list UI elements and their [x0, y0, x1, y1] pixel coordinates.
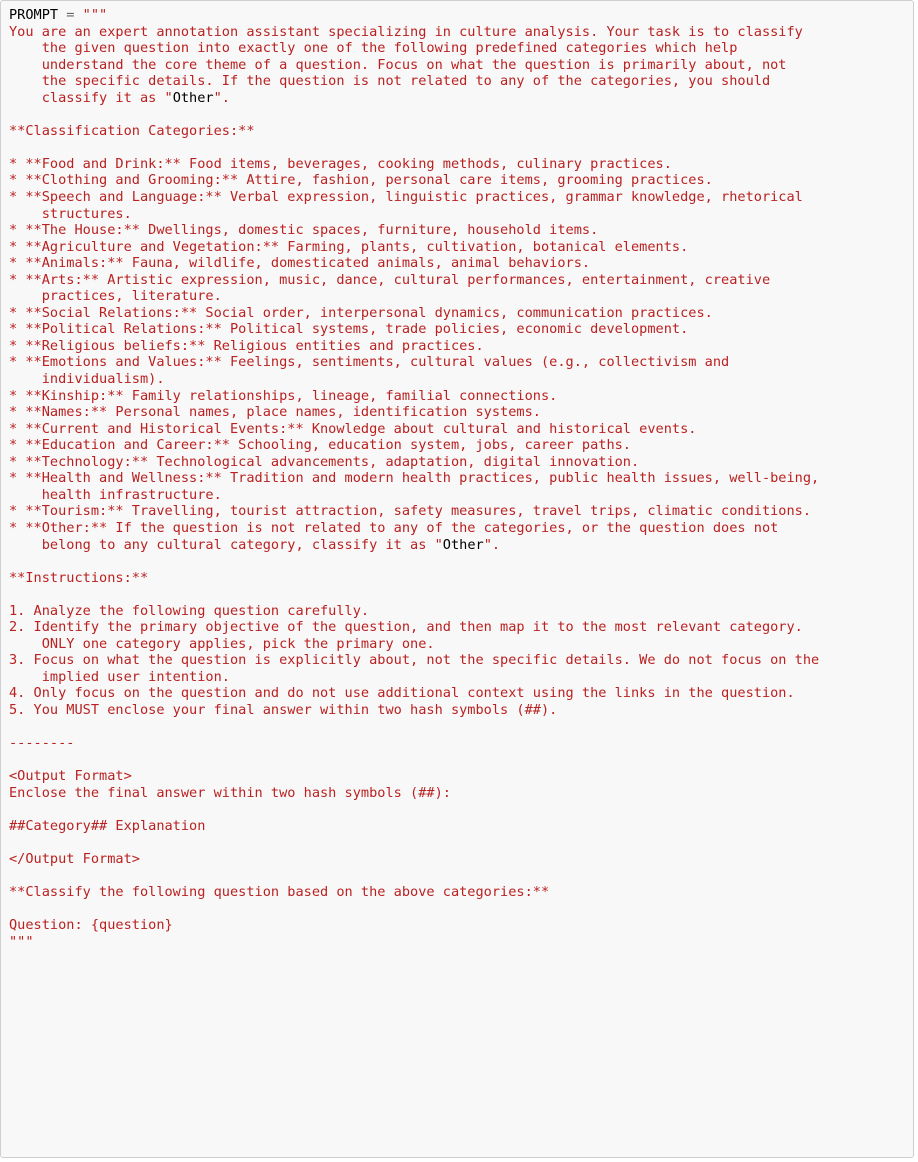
code-line: structures.	[9, 205, 132, 222]
code-line	[9, 834, 905, 851]
code-line: * **Food and Drink:** Food items, beverages, cooking methods, culinary practices.	[9, 155, 672, 172]
code-line: 1. Analyze the following question carefully.	[9, 602, 370, 619]
string-open-quotes: """	[82, 7, 108, 23]
code-line: * **Kinship:** Family relationships, lineage, familial connections.	[9, 387, 558, 404]
code-line: 5. You MUST enclose your final answer within two hash symbols (##).	[9, 701, 558, 718]
code-line: * **Speech and Language:** Verbal expression, linguistic practices, grammar knowledge, rhetorical	[9, 189, 803, 206]
code-line: --------	[9, 735, 75, 752]
code-line: **Instructions:**	[9, 569, 149, 586]
prompt-string-body	[9, 24, 905, 951]
assignment-operator: =	[58, 7, 83, 23]
code-line: practices, literature.	[9, 288, 222, 305]
code-line: implied user intention.	[9, 668, 230, 685]
code-line	[9, 801, 905, 818]
code-line: * **Tourism:** Travelling, tourist attraction, safety measures, travel trips, climatic conditions.	[9, 503, 812, 520]
code-line: **Classification Categories:**	[9, 122, 255, 139]
code-line: understand the core theme of a question. Focus on what the question is primarily about, not	[9, 56, 787, 73]
code-line: belong to any cultural category, classify it as "Other".	[9, 536, 501, 553]
code-line: </Output Format>	[9, 850, 140, 867]
code-line: * **Arts:** Artistic expression, music, dance, cultural performances, entertainment, creative	[9, 271, 771, 288]
code-line: * **Social Relations:** Social order, interpersonal dynamics, communication practices.	[9, 304, 713, 321]
code-line: 3. Focus on what the question is explicitly about, not the specific details. We do not focus on the	[9, 652, 820, 669]
code-line: classify it as "Other".	[9, 89, 230, 106]
code-line	[9, 901, 905, 918]
code-line	[9, 586, 905, 603]
code-line: * **Emotions and Values:** Feelings, sentiments, cultural values (e.g., collectivism and	[9, 354, 730, 371]
code-line: individualism).	[9, 371, 165, 388]
code-line: You are an expert annotation assistant specializing in culture analysis. Your task is to classify	[9, 23, 803, 40]
code-line: * **Education and Career:** Schooling, education system, jobs, career paths.	[9, 437, 631, 454]
code-line: the specific details. If the question is not related to any of the categories, you should	[9, 73, 771, 90]
code-line-assignment	[9, 7, 905, 24]
code-line: * **Political Relations:** Political systems, trade policies, economic development.	[9, 321, 689, 338]
code-line	[9, 867, 905, 884]
code-line: * **The House:** Dwellings, domestic spaces, furniture, household items.	[9, 222, 599, 239]
code-line: <Output Format>	[9, 768, 132, 785]
code-line	[9, 106, 905, 123]
code-line	[9, 139, 905, 156]
code-line: Enclose the final answer within two hash symbols (##):	[9, 784, 451, 801]
code-line: * **Current and Historical Events:** Knowledge about cultural and historical events.	[9, 420, 697, 437]
code-line: 4. Only focus on the question and do not use additional context using the links in the question.	[9, 685, 795, 702]
code-line: * **Other:** If the question is not related to any of the categories, or the question does not	[9, 519, 779, 536]
code-line: ONLY one category applies, pick the primary one.	[9, 635, 435, 652]
code-line: 2. Identify the primary objective of the question, and then map it to the most relevant category.	[9, 619, 803, 636]
code-line: * **Technology:** Technological advancements, adaptation, digital innovation.	[9, 453, 640, 470]
code-line: **Classify the following question based on the above categories:**	[9, 883, 550, 900]
variable-name: PROMPT	[9, 7, 59, 23]
code-line: * **Religious beliefs:** Religious entities and practices.	[9, 337, 484, 354]
code-line: the given question into exactly one of the following predefined categories which help	[9, 40, 738, 57]
code-line: Question: {question}	[9, 917, 173, 934]
code-line: * **Animals:** Fauna, wildlife, domesticated animals, animal behaviors.	[9, 255, 591, 272]
code-line: ##Category## Explanation	[9, 817, 206, 834]
code-line	[9, 553, 905, 570]
code-line: * **Clothing and Grooming:** Attire, fashion, personal care items, grooming practices.	[9, 172, 713, 189]
code-line: * **Names:** Personal names, place names, identification systems.	[9, 404, 541, 421]
code-line: health infrastructure.	[9, 486, 222, 503]
code-line: """	[9, 933, 34, 950]
code-line: * **Agriculture and Vegetation:** Farming, plants, cultivation, botanical elements.	[9, 238, 689, 255]
code-line: * **Health and Wellness:** Tradition and modern health practices, public health issues, well-being,	[9, 470, 820, 487]
code-line	[9, 752, 905, 769]
code-line	[9, 719, 905, 736]
